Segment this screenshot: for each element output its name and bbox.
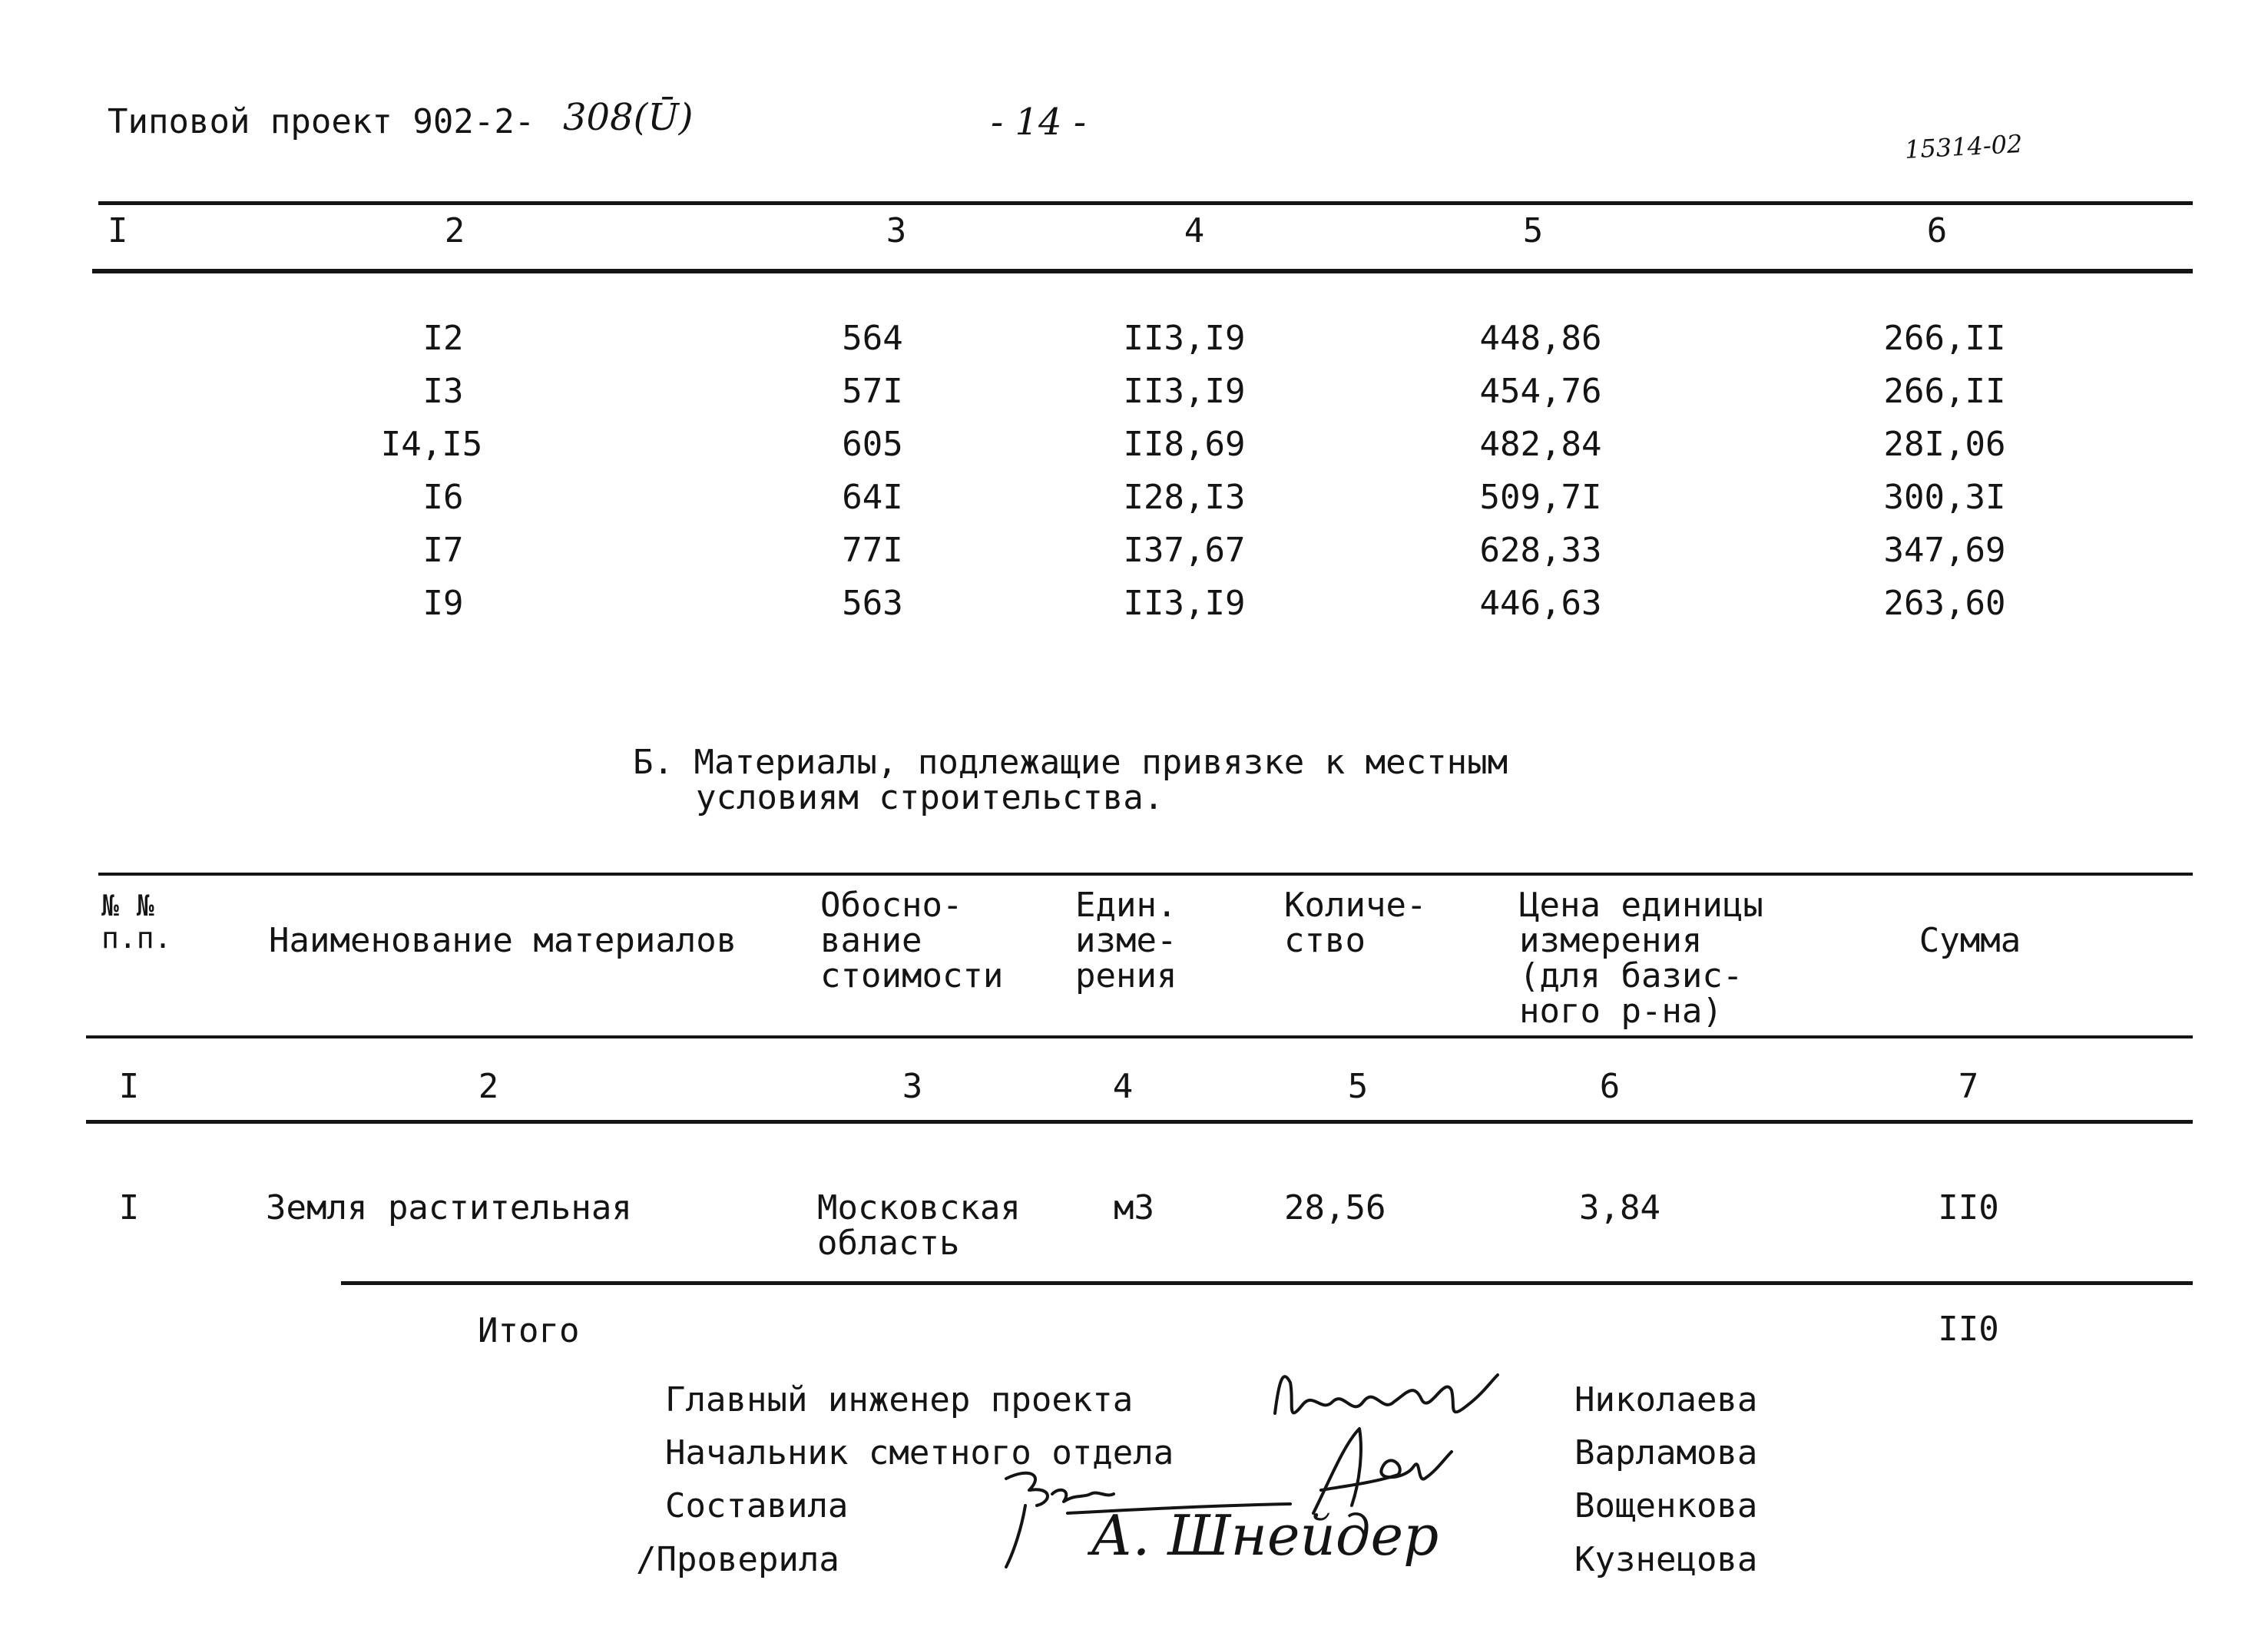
project-number-handwritten: 308(Ū) [563,96,694,139]
col-num: 3 [902,1067,923,1106]
signature-role: Начальник сметного отдела [665,1433,1174,1472]
cell: I3 [422,372,464,411]
cost-basis: Московская область [817,1188,1021,1263]
cell: II3,I9 [1123,584,1246,623]
cell: 347,69 [1883,531,2006,570]
cell: 64I [842,478,903,517]
cell: I37,67 [1123,531,1246,570]
table-a-header-rule [92,269,2193,273]
header-qty: Количе- ство [1284,886,1427,960]
cell: II3,I9 [1123,319,1246,358]
signature-name: Кузнецова [1574,1540,1758,1579]
cell: I28,I3 [1123,478,1246,517]
cell: I9 [422,584,464,623]
cell: II8,69 [1123,425,1246,464]
cell: 57I [842,372,903,411]
table-b-header-rule [86,1035,2193,1038]
cell: 446,63 [1479,584,1602,623]
project-prefix: Типовой проект 902-2- [108,102,535,141]
cell: 454,76 [1479,372,1602,411]
col-num: 6 [1926,211,1948,250]
col-num: 7 [1958,1067,1979,1106]
cell: II3,I9 [1123,372,1246,411]
cell: 77I [842,531,903,570]
section-b-title-line1: Б. Материалы, подлежащие привязке к местным [633,743,1508,782]
cell: 448,86 [1479,319,1602,358]
checker-signature: А. Шнейдер [1091,1503,1439,1568]
sum: II0 [1938,1188,1999,1227]
cell: I6 [422,478,464,517]
col-num: I [108,211,128,250]
cell: 263,60 [1883,584,2006,623]
col-num: 4 [1184,211,1205,250]
header-price: Цена единицы измерения (для базис- ного р-на) [1519,886,1763,1031]
signature-role: Главный инженер проекта [665,1380,1134,1419]
cell: 266,II [1883,319,2006,358]
cell: 482,84 [1479,425,1602,464]
signature-name: Николаева [1574,1380,1758,1419]
signature-role: /Проверила [636,1540,839,1579]
corner-mark: 15314-02 [1904,129,2024,164]
col-num: 6 [1599,1067,1621,1106]
col-num: 3 [886,211,907,250]
total-label: Итого [478,1311,580,1350]
col-num: 2 [478,1067,499,1106]
cell: 563 [842,584,903,623]
table-a-top-rule [98,201,2193,205]
signature-name: Вощенкова [1574,1486,1758,1525]
col-num: 5 [1522,211,1544,250]
header-unit: Един. изме- рения [1075,886,1177,995]
col-num: 2 [444,211,465,250]
cell: I4,I5 [380,425,483,464]
header-name: Наименование материалов [269,921,737,960]
cell: 605 [842,425,903,464]
col-num: 5 [1347,1067,1369,1106]
table-b-top-rule [98,873,2193,876]
total-value: II0 [1938,1310,1999,1349]
header-basis: Обосно- вание стоимости [820,886,1004,995]
quantity: 28,56 [1284,1188,1386,1227]
header-sum: Сумма [1919,921,2021,960]
cell: 266,II [1883,372,2006,411]
table-b-numbers-rule [86,1120,2193,1124]
section-b-title-line2: условиям строительства. [696,778,1164,817]
col-num: I [118,1067,140,1106]
cell: 300,3I [1883,478,2006,517]
cell: 628,33 [1479,531,1602,570]
cell: 564 [842,319,903,358]
col-num: 4 [1112,1067,1134,1106]
total-rule [341,1281,2193,1285]
signature-role: Составила [665,1486,849,1525]
cell: 509,7I [1479,478,1602,517]
cell: 28I,06 [1883,425,2006,464]
unit-price: 3,84 [1579,1188,1660,1227]
material-name: Земля растительная [266,1188,632,1227]
header-num: № № п.п. [101,889,172,955]
cell: I7 [422,531,464,570]
signature-name: Варламова [1574,1433,1758,1472]
row-num: I [118,1188,140,1227]
unit: м3 [1114,1188,1154,1227]
page-number: - 14 - [991,101,1087,144]
cell: I2 [422,319,464,358]
